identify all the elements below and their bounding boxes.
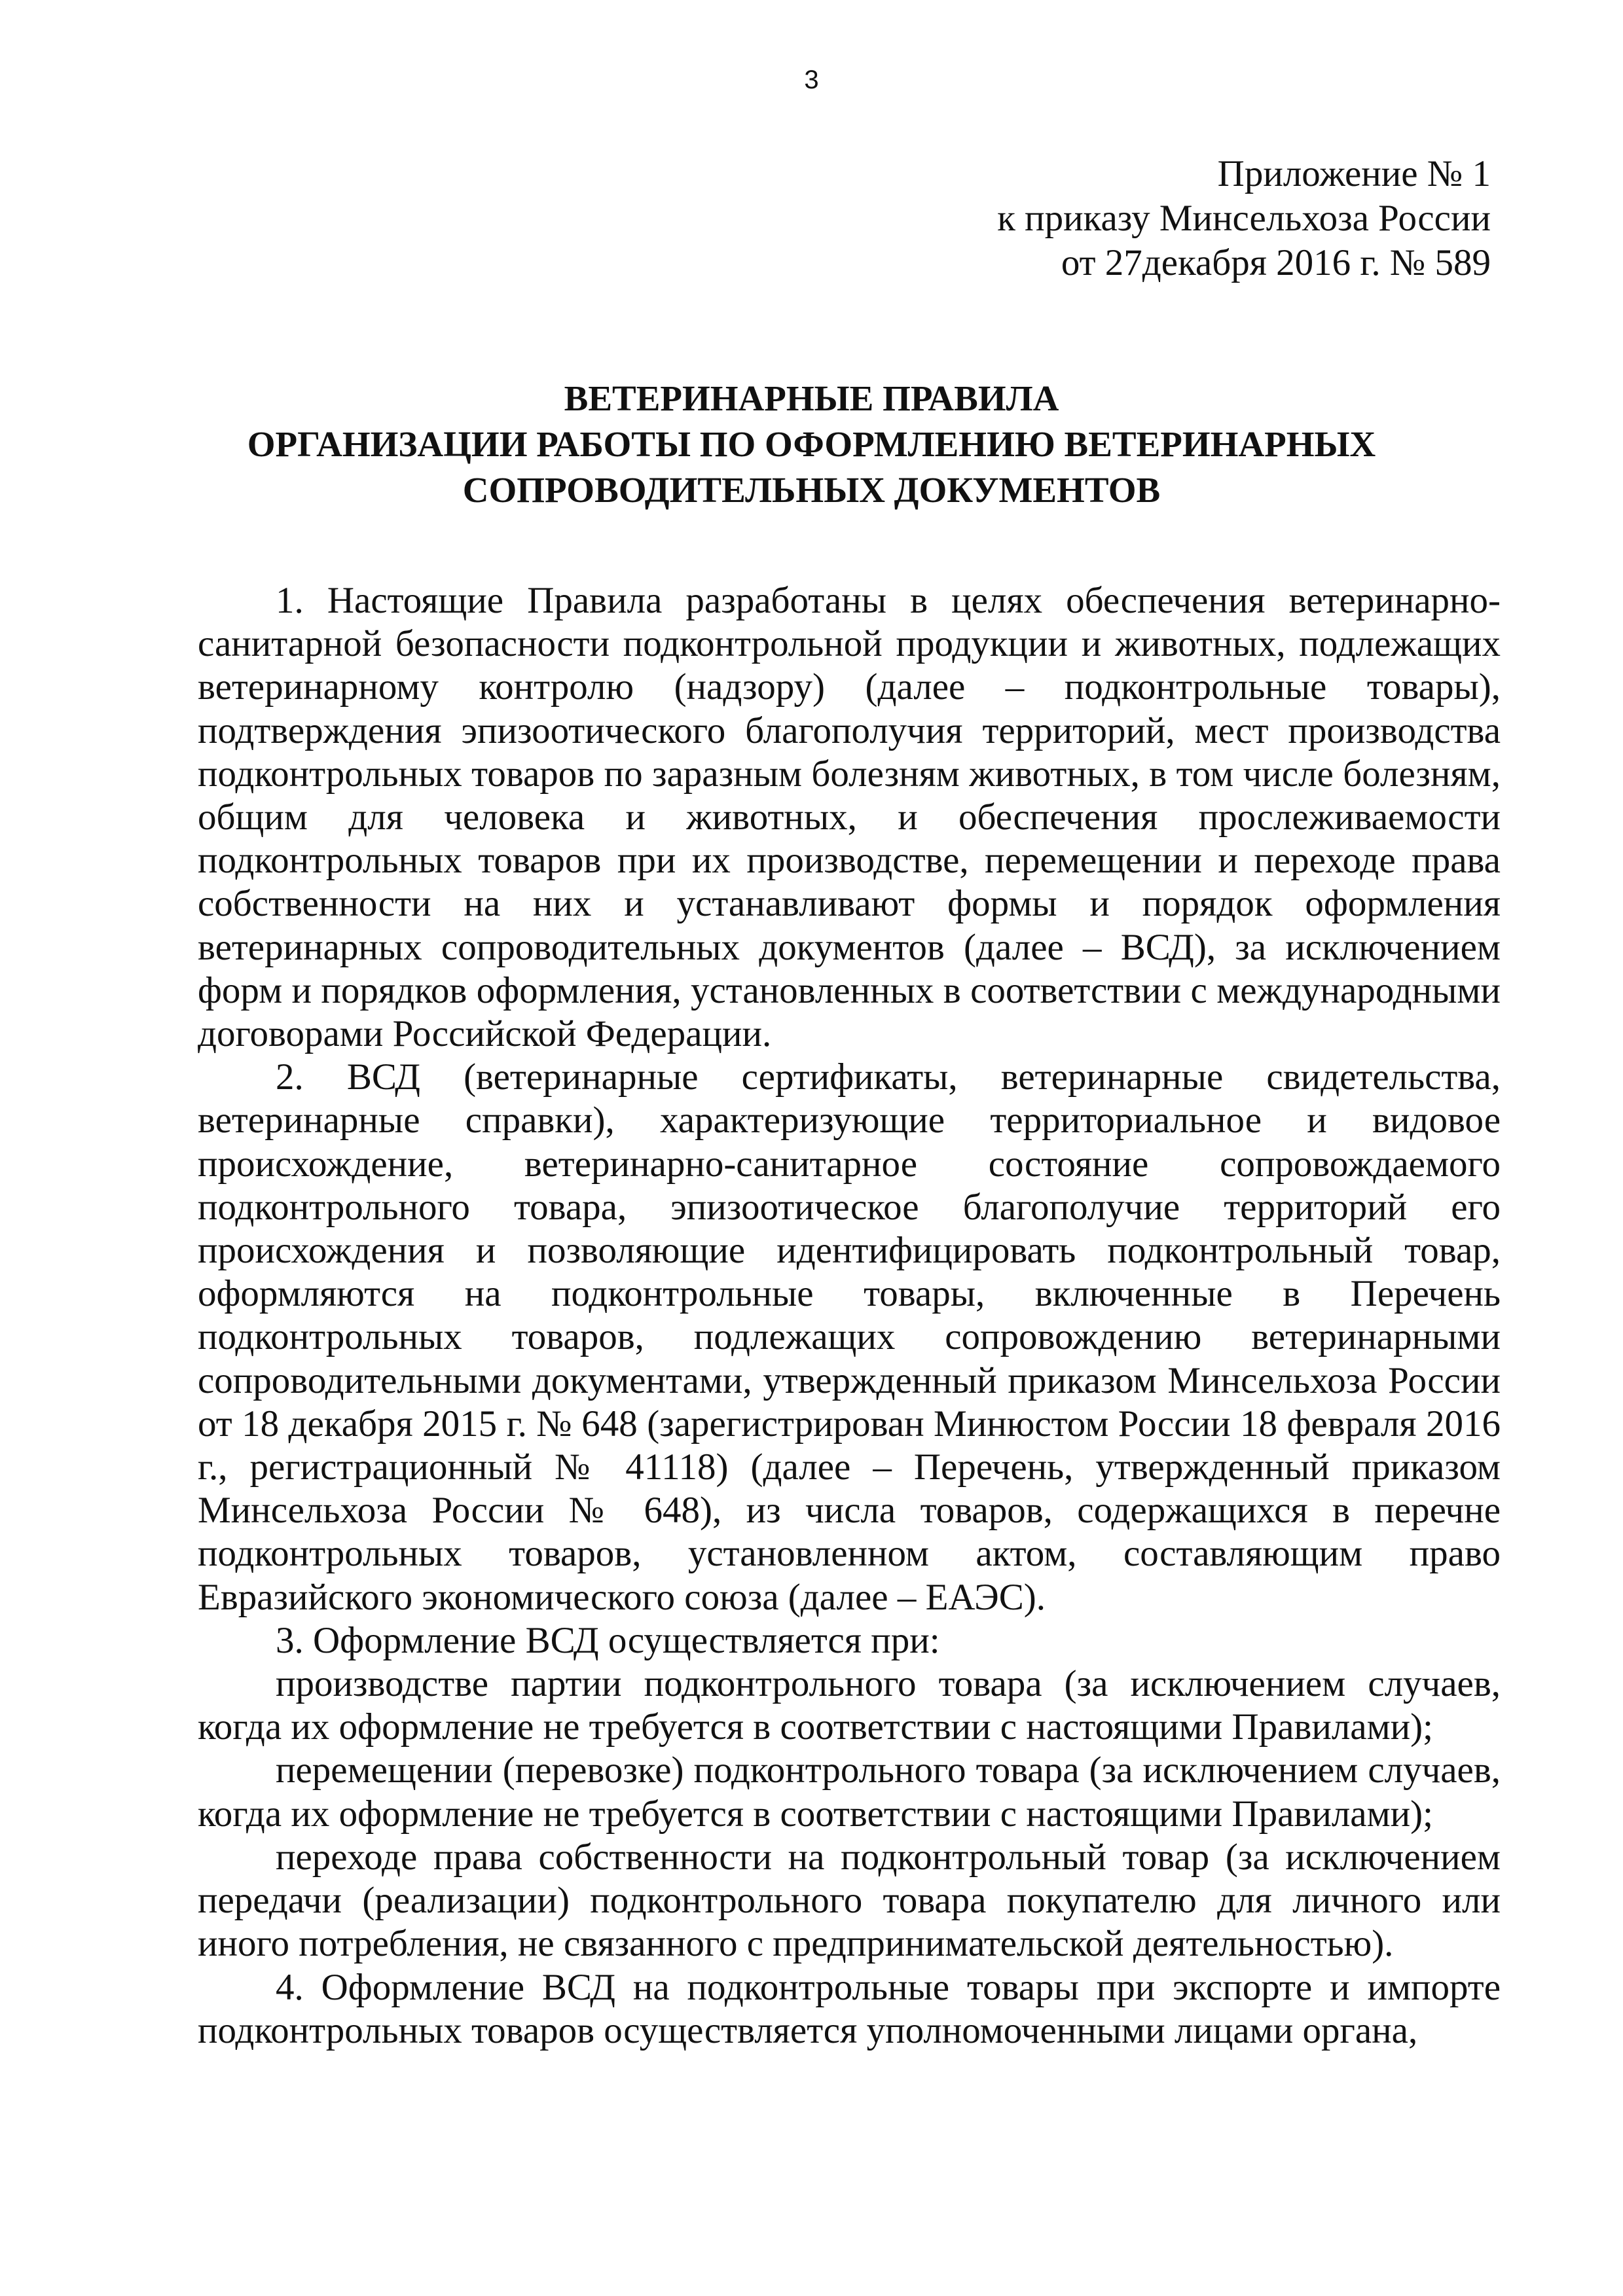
paragraph-1: 1. Настоящие Правила разработаны в целях обеспечения ветеринарно-санитарной безопасности подконтрольной продукции и животных, подлежащих ветеринарному контролю (надзору) (далее – подконтрольные товары), подтверждения эпизоотического благополучия территорий, мест производства подконтрольных товаров по заразным болезням животных, в том числе болезням, общим для человека и животных, и обеспечения прослеживаемости подконтрольных товаров при их производстве, перемещении и переходе права собственности на них и устанавливают формы и порядок оформления ветеринарных сопроводительных документов (далее – ВСД), за исключением форм и порядков оформления, установленных в соответствии с международными договорами Российской Федерации.	[198, 580, 1501, 1055]
paragraph-3: 3. Оформление ВСД осуществляется при:	[276, 1619, 940, 1661]
appendix-line-3: от 27декабря 2016 г. № 589	[1061, 242, 1491, 283]
title-line-3: СОПРОВОДИТЕЛЬНЫХ ДОКУМЕНТОВ	[462, 470, 1161, 510]
appendix-line-2: к приказу Минсельхоза России	[997, 198, 1491, 239]
paragraph-3-item-transport: перемещении (перевозке) подконтрольного товара (за исключением случаев, когда их оформление не требуется в соответствии с настоящими Правилами);	[198, 1749, 1501, 1835]
paragraph-3-item-production: производстве партии подконтрольного товара (за исключением случаев, когда их оформление не требуется в соответствии с настоящими Правилами);	[198, 1663, 1501, 1748]
document-title	[0, 376, 1623, 513]
paragraph-3-item-ownership: переходе права собственности на подконтрольный товар (за исключением передачи (реализации) подконтрольного товара покупателю для личного или иного потребления, не связанного с предпринимательской деятельностью).	[198, 1836, 1501, 1965]
paragraph-4: 4. Оформление ВСД на подконтрольные товары при экспорте и импорте подконтрольных товаров осуществляется уполномоченными лицами органа,	[198, 1966, 1501, 2051]
appendix-line-1: Приложение № 1	[1217, 153, 1491, 194]
page-number: 3	[804, 65, 819, 94]
paragraph-2: 2. ВСД (ветеринарные сертификаты, ветеринарные свидетельства, ветеринарные справки), характеризующие территориальное и видовое происхождение, ветеринарно-санитарное состояние сопровождаемого подконтрольного товара, эпизоотическое благополучие территорий его происхождения и позволяющие идентифицировать подконтрольный товар, оформляются на подконтрольные товары, включенные в Перечень подконтрольных товаров, подлежащих сопровождению ветеринарными сопроводительными документами, утвержденный приказом Минсельхоза России от 18 декабря 2015 г. № 648 (зарегистрирован Минюстом России 18 февраля 2016 г., регистрационный № 41118) (далее – Перечень, утвержденный приказом Минсельхоза России № 648), из числа товаров, содержащихся в перечне подконтрольных товаров, установленном актом, составляющим право Евразийского экономического союза (далее – ЕАЭС).	[198, 1056, 1501, 1618]
title-line-1: ВЕТЕРИНАРНЫЕ ПРАВИЛА	[564, 378, 1059, 418]
appendix-header	[997, 152, 1491, 285]
title-line-2: ОРГАНИЗАЦИИ РАБОТЫ ПО ОФОРМЛЕНИЮ ВЕТЕРИНАРНЫХ	[247, 424, 1376, 464]
document-body	[198, 579, 1501, 2053]
